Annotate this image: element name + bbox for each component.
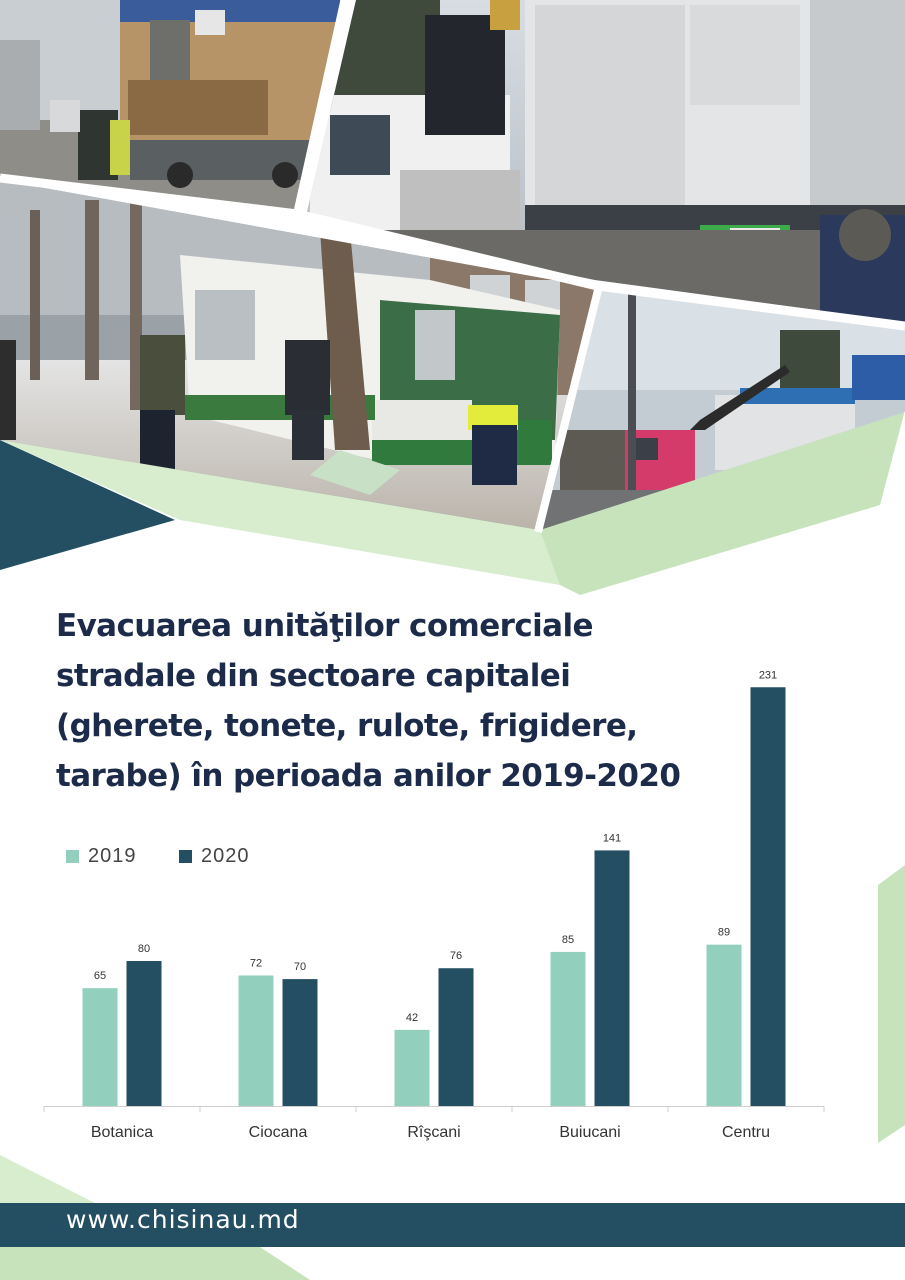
data-label: 80 (137, 942, 151, 955)
title-line: Evacuarea unităţilor comerciale (56, 608, 593, 644)
data-label: 72 (249, 957, 263, 970)
data-label: 42 (405, 1011, 419, 1024)
data-label: 76 (449, 950, 463, 963)
data-label: 231 (758, 669, 778, 682)
bar-2020-5 (751, 687, 786, 1106)
data-label: 141 (602, 832, 622, 845)
bar-2020-4 (595, 850, 630, 1106)
title-line: stradale din sectoare capitalei (56, 658, 571, 694)
data-label: 89 (717, 926, 731, 939)
data-label: 70 (293, 961, 307, 974)
footer-url[interactable]: www.chisinau.md (66, 1205, 300, 1234)
bar-2019-4 (551, 952, 586, 1106)
title-line: tarabe) în perioada anilor 2019-2020 (56, 758, 681, 794)
bar-2019-2 (239, 975, 274, 1106)
bar-2019-5 (707, 945, 742, 1106)
x-tick-label: Buiucani (559, 1124, 621, 1141)
bar-2020-2 (283, 979, 318, 1106)
legend-label-2020: 2020 (201, 845, 250, 867)
title-line: (gherete, tonete, rulote, frigidere, (56, 708, 638, 744)
bar-2020-1 (127, 961, 162, 1106)
bar-2020-3 (439, 968, 474, 1106)
x-tick-label: Centru (721, 1124, 771, 1141)
x-tick-label: Botanica (90, 1124, 154, 1141)
data-label: 85 (561, 933, 575, 946)
x-tick-label: Ciocana (248, 1124, 308, 1141)
data-label: 65 (93, 970, 107, 983)
x-tick-label: Rîşcani (407, 1124, 461, 1141)
bar-2019-1 (83, 988, 118, 1106)
legend-label-2019: 2019 (88, 845, 137, 867)
bar-2019-3 (395, 1030, 430, 1106)
